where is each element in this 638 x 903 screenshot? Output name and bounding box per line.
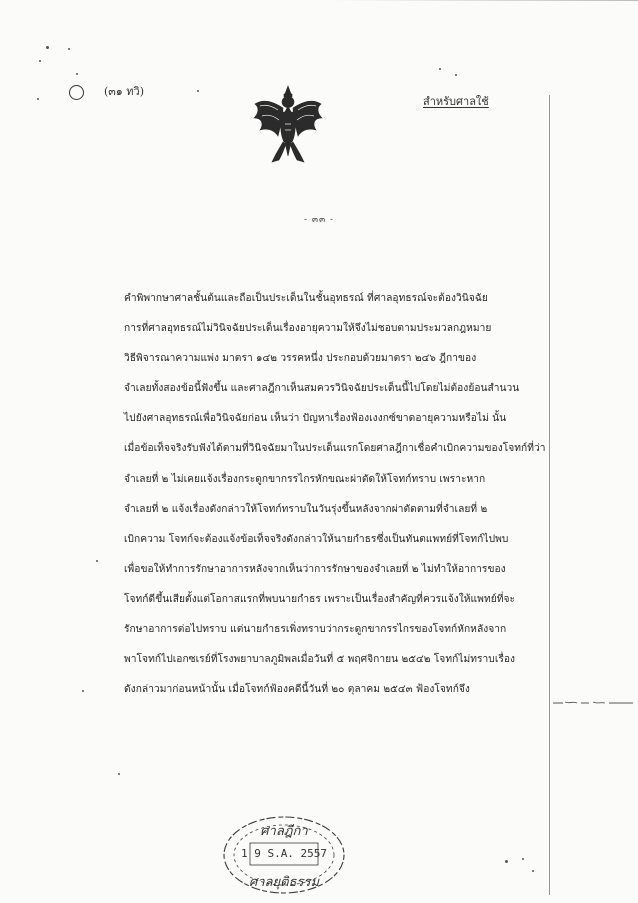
form-code: (๓๑ ทวิ) bbox=[104, 85, 145, 98]
stamp-date: 1 9 S.A. 2557 bbox=[240, 847, 328, 860]
punch-hole-icon bbox=[69, 85, 84, 100]
body-line: โจทก์ดีขึ้นเสียตั้งแต่โอกาสแรกที่พบนายกำธร เพราะเป็นเรื่องสำคัญที่ควรแจ้งให้แพทย์ที่จะ bbox=[124, 593, 516, 605]
scan-speck bbox=[82, 690, 84, 692]
body-line: เพื่อขอให้ทำการรักษาอาการหลังจากเห็นว่าการรักษาของจำเลยที่ ๒ ไม่ทำให้อาการของ bbox=[124, 563, 506, 575]
scan-speck bbox=[522, 858, 524, 860]
body-line: ไปยังศาลอุทธรณ์เพื่อวินิจฉัยก่อน เห็นว่า ปัญหาเรื่องฟ้องเงงกซ์ขาดอายุความหรือไม่ นั้น bbox=[124, 413, 507, 425]
scan-speck bbox=[455, 74, 457, 76]
body-line: วิธีพิจารณาความแพ่ง มาตรา ๑๔๒ วรรคหนึ่ง ประกอบด้วยมาตรา ๒๔๖ ฎีกาของ bbox=[124, 353, 477, 365]
scan-speck bbox=[439, 68, 441, 70]
scan-speck bbox=[197, 90, 199, 92]
court-stamp bbox=[220, 813, 348, 897]
body-line: จำเลยที่ ๒ แจ้งเรื่องดังกล่าวให้โจทก์ทราบในวันรุ่งขึ้นหลังจากผ่าตัดตามที่จำเลยที่ ๒ bbox=[124, 503, 488, 515]
body-line: เบิกความ โจทก์จะต้องแจ้งข้อเท็จจริงดังกล่าวให้นายกำธรซึ่งเป็นทันตแพทย์ที่โจทก์ไปพบ bbox=[124, 533, 509, 545]
body-line: เมื่อข้อเท็จจริงรับฟังได้ตามที่วินิจฉัยมาในประเด็นแรกโดยศาลฎีกาเชื่อคำเบิกความของโจทก์ที่ว่า bbox=[124, 443, 546, 455]
scan-speck bbox=[76, 73, 78, 75]
body-line: การที่ศาลอุทธรณ์ไม่วินิจฉัยประเด็นเรื่องอายุความให้จึงไม่ชอบตามประมวลกฎหมาย bbox=[124, 323, 492, 335]
body-line: จำเลยที่ ๒ ไม่เคยแจ้งเรื่องกระดูกขากรรไกรหักขณะผ่าตัดให้โจทก์ทราบ เพราะหาก bbox=[124, 473, 486, 485]
body-line: จำเลยทั้งสองข้อนี้ฟังขึ้น และศาลฎีกาเห็นสมควรวินิจฉัยประเด็นนี้ไปโดยไม่ต้องย้อนสำนวน bbox=[124, 383, 520, 395]
judgment-body bbox=[124, 291, 544, 712]
margin-scrawl bbox=[553, 700, 635, 706]
stamp-bottom-text: ศาลยุติธรรม bbox=[248, 875, 320, 890]
body-line: พาโจทก์ไปเอกซเรย์ที่โรงพยาบาลภูมิพลเมื่อวันที่ ๕ พฤศจิกายน ๒๕๔๒ โจทก์ไม่ทราบเรื่อง bbox=[124, 654, 516, 666]
scan-speck bbox=[46, 46, 49, 49]
page-number: - ๓๓ - bbox=[303, 215, 335, 225]
scan-speck bbox=[37, 98, 39, 100]
scan-speck bbox=[505, 860, 508, 863]
scan-speck bbox=[39, 60, 41, 62]
scan-speck bbox=[68, 48, 70, 50]
court-use-label: สำหรับศาลใช้ bbox=[423, 95, 489, 108]
body-line: คำพิพากษาศาลชั้นต้นและถือเป็นประเด็นในชั้นอุทธรณ์ ที่ศาลอุทธรณ์จะต้องวินิจฉัย bbox=[124, 293, 488, 304]
scan-speck bbox=[532, 870, 534, 872]
scan-speck bbox=[96, 560, 98, 562]
scan-speck bbox=[118, 773, 120, 775]
scan-edge-top bbox=[330, 0, 638, 1]
body-line: ดังกล่าวมาก่อนหน้านั้น เมื่อโจทก์ฟ้องคดีนี้วันที่ ๒๐ ตุลาคม ๒๕๔๓ ฟ้องโจทก์จึง bbox=[124, 684, 470, 696]
stamp-top-text: ศาลฎีกา bbox=[260, 824, 308, 839]
garuda-emblem-icon bbox=[252, 84, 324, 164]
body-line: รักษาอาการต่อไปทราบ แต่นายกำธรเพิ่งทราบว่ากระดูกขากรรไกรของโจทก์หักหลังจาก bbox=[124, 624, 507, 636]
